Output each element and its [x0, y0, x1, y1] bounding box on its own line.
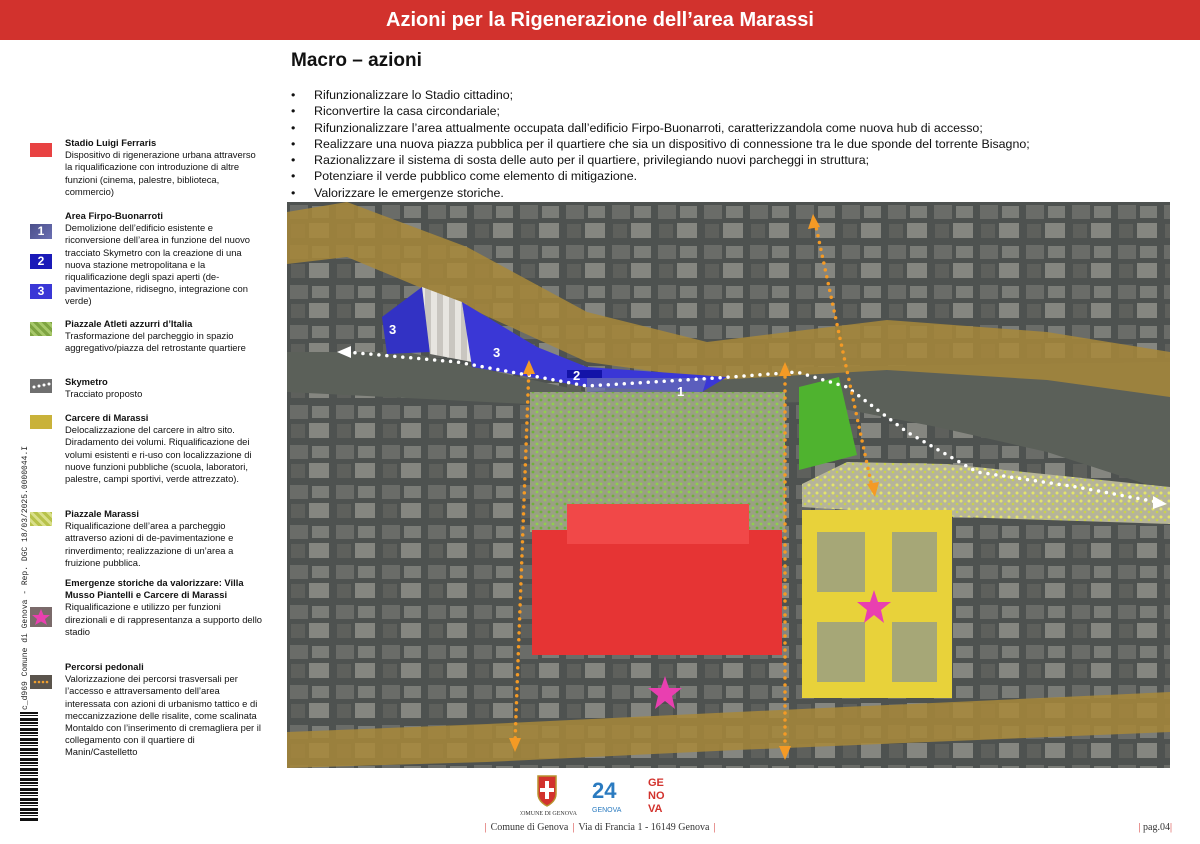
genova24-word: GENOVA: [592, 807, 622, 814]
macro-item: • Rifunzionalizzare l’area attualmente occupata dall’edificio Firpo-Buonarroti, caratterizzandola come nuova hub di accesso;: [289, 120, 1030, 136]
map-label-2: 2: [573, 368, 581, 383]
stadio-ferraris-stand: [567, 504, 749, 544]
legend-text: Dispositivo di rigenerazione urbana attraverso la riqualificazione con introduzione di altre funzioni (cinema, palestre, biblioteca, commercio): [65, 149, 256, 197]
legend-text: Valorizzazione dei percorsi trasversali per l’accesso e attraversamento dell’area interessata con azioni di urbanismo tattico e di meccanizzazione delle risalite, come scalinata Montaldo con l’inserimento di cremagliera per il collegamento con il quartiere di Manin/Castelletto: [65, 673, 261, 758]
macro-title: Macro – azioni: [291, 50, 422, 71]
footer-logos: [520, 772, 690, 818]
stadio-ferraris: [532, 530, 782, 655]
legend-text: Delocalizzazione del carcere in altro sito. Diradamento dei volumi. Riqualificazione dei volumi esistenti e ri-uso con localizzazione di nuove funzioni pubbliche (scuola, laboratori, palestre, campi sportivi, verde attrezzato).: [65, 424, 252, 485]
legend-swatch-stadio: [30, 143, 52, 157]
genova-brand-logo: [648, 777, 665, 815]
legend-swatch-carcere: [30, 415, 52, 429]
map-canvas: [287, 202, 1170, 768]
legend-title: Stadio Luigi Ferraris: [65, 137, 157, 148]
legend-title: Piazzale Atleti azzurri d’Italia: [65, 318, 193, 329]
genova24-logo: [592, 778, 622, 814]
carcere-court-b: [892, 532, 937, 592]
brand-mid: NO: [648, 790, 665, 802]
macro-item: • Valorizzare le emergenze storiche.: [289, 185, 1030, 201]
page-title: Azioni per la Rigenerazione dell’area Marassi: [386, 8, 814, 31]
map-label-3b: 3: [493, 345, 501, 360]
legend-title: Skymetro: [65, 376, 108, 387]
legend-title: Piazzale Marassi: [65, 508, 140, 519]
macro-list: [289, 87, 1030, 201]
comune-logo: [520, 776, 578, 817]
map-label-1: 1: [677, 384, 685, 399]
legend-text: Riqualificazione dell’area a parcheggio attraverso azioni di de-pavimentazione e rinverdimento; realizzazione di un’area a fruizione pubblica.: [65, 520, 234, 568]
barcode-icon: [20, 712, 38, 822]
legend-title: Emergenze storiche da valorizzare: Villa Musso Piantelli e Carcere di Marassi: [65, 577, 244, 601]
star-icon: [32, 609, 50, 625]
legend-title: Area Firpo-Buonarroti: [65, 210, 163, 221]
carcere-court-a: [817, 532, 865, 592]
legend-swatch-skymetro: [30, 379, 52, 393]
footer: | Comune di Genova | Via di Francia 1 - 16149 Genova |: [484, 822, 716, 833]
comune-logo-text: COMUNE DI GENOVA: [520, 811, 577, 817]
macro-item: • Riconvertire la casa circondariale;: [289, 103, 1030, 119]
legend-badge-3: 3: [30, 284, 52, 299]
legend-badge-1: 1: [30, 224, 52, 239]
aerial-map: [287, 202, 1170, 768]
footer-org: Comune di Genova: [490, 822, 569, 833]
genova24-number: 24: [592, 778, 617, 803]
legend-text: Riqualificazione e utilizzo per funzioni direzionali e di rappresentanza a supporto dello stadio: [65, 601, 263, 637]
macro-item: • Razionalizzare il sistema di sosta delle auto per il quartiere, privilegiando nuovi parcheggi in struttura;: [289, 152, 1030, 168]
macro-item: • Rifunzionalizzare lo Stadio cittadino;: [289, 87, 1030, 103]
map-label-3a: 3: [389, 322, 397, 337]
legend-title: Percorsi pedonali: [65, 661, 144, 672]
brand-top: GE: [648, 777, 664, 789]
legend-text: Tracciato proposto: [65, 388, 143, 400]
macro-item: • Realizzare una nuova piazza pubblica per il quartiere che sia un dispositivo di connessione tra le due sponde del torrente Bisagno;: [289, 136, 1030, 152]
page-number: | pag.04|: [1138, 822, 1172, 833]
protocol-code: [18, 440, 32, 710]
legend-swatch-piazzale-marassi: [30, 512, 52, 526]
legend-swatch-emergenze: [30, 607, 52, 627]
legend-text: Trasformazione del parcheggio in spazio aggregativo/piazza del retrostante quartiere: [65, 330, 246, 354]
carcere-court-c: [817, 622, 865, 682]
title-banner: [0, 0, 1200, 40]
protocol-code-text: c_d969 Comune di Genova - Rep. DGC 18/03/2025.0000044.I: [21, 445, 30, 710]
legend-swatch-percorsi: [30, 675, 52, 689]
brand-bot: VA: [648, 803, 663, 815]
legend-badge-2: 2: [30, 254, 52, 269]
carcere-court-d: [892, 622, 937, 682]
legend-swatch-piazzale-atleti: [30, 322, 52, 336]
legend-title: Carcere di Marassi: [65, 412, 149, 423]
legend-text: Demolizione dell’edificio esistente e riconversione dell’area in funzione del nuovo tracciato Skymetro con la creazione di una nuova stazione metropolitana e la riqualificazione degli spazi aperti (de-pavimentazione, ridisegno, integrazione con verde): [65, 222, 251, 307]
footer-address: Via di Francia 1 - 16149 Genova: [578, 822, 710, 833]
macro-item: • Potenziare il verde pubblico come elemento di mitigazione.: [289, 168, 1030, 184]
